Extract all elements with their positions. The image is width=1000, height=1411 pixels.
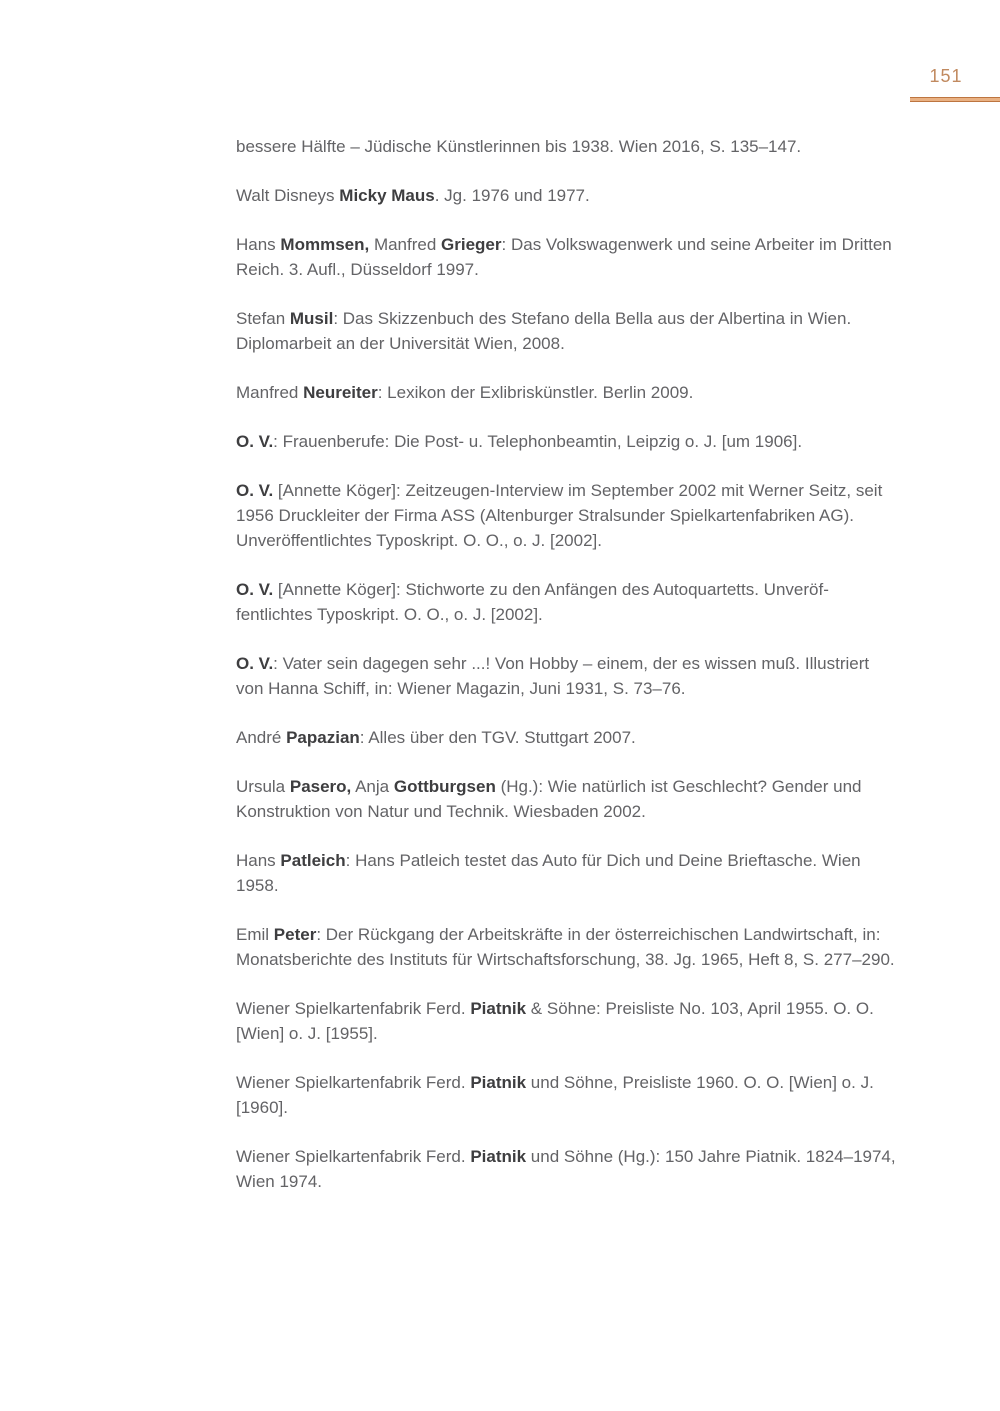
entry-bold-text: Peter [273, 925, 317, 944]
bibliography-entry [236, 1070, 897, 1120]
bibliography-entry [236, 134, 897, 159]
entry-text: : Das Volkswagenwerk und seine Arbeiter im Dritten Reich. 3. Aufl., Düsseldorf 1997. [236, 235, 892, 279]
entry-text: : Lexikon der Exlibriskünstler. Berlin 2009. [377, 383, 694, 402]
entry-text: Stefan [236, 309, 290, 328]
entry-bold-text: O. V. [236, 654, 274, 673]
entry-text: Wiener Spielkartenfabrik Ferd. [236, 1073, 471, 1092]
entry-bold-text: Pasero, [289, 777, 352, 796]
entry-text: [Annette Köger]: Zeitzeugen-Interview im September 2002 mit Werner Seitz, seit 1956 Druckleiter der Firma ASS (Altenburger Stralsunder Spielkartenfabriken AG). Unveröffentlichtes Typoskript. O. O., o. J. [2002]. [236, 481, 883, 550]
entry-bold-text: Neureiter [303, 383, 378, 402]
entry-text: : Hans Patleich testet das Auto für Dich und Deine Brieftasche. Wien 1958. [236, 851, 861, 895]
entry-bold-text: Patleich [280, 851, 346, 870]
bibliography-list [236, 134, 897, 1218]
bibliography-entry [236, 478, 897, 553]
bibliography-entry [236, 922, 897, 972]
entry-text: André [236, 728, 287, 747]
bibliography-entry [236, 183, 897, 208]
entry-text: bessere Hälfte – Jüdische Künstlerinnen bis 1938. Wien 2016, S. 135–147. [236, 137, 802, 156]
entry-bold-text: O. V. [236, 432, 274, 451]
entry-bold-text: Papazian [286, 728, 360, 747]
entry-bold-text: O. V. [236, 481, 274, 500]
entry-text: Anja [351, 777, 394, 796]
entry-text: Walt Disneys [236, 186, 340, 205]
entry-bold-text: O. V. [236, 580, 274, 599]
entry-text: (Hg.): Wie natürlich ist Geschlecht? Gender und Konstruktion von Natur und Technik. Wiesbaden 2002. [236, 777, 862, 821]
entry-text: und Söhne (Hg.): 150 Jahre Piatnik. 1824–1974, Wien 1974. [236, 1147, 896, 1191]
entry-text: : Vater sein dagegen sehr ...! Von Hobby – einem, der es wissen muß. Illustriert von Hanna Schiff, in: Wiener Magazin, Juni 1931, S. 73–76. [236, 654, 870, 698]
bibliography-entry [236, 306, 897, 356]
bibliography-entry [236, 1144, 897, 1194]
entry-text: Wiener Spielkartenfabrik Ferd. [236, 999, 471, 1018]
header-rule [910, 97, 1000, 102]
entry-text: : Das Skizzenbuch des Stefano della Bella aus der Albertina in Wien. Diplomarbeit an der Universität Wien, 2008. [236, 309, 852, 353]
entry-bold-text: Piatnik [470, 1147, 527, 1166]
entry-bold-text: Piatnik [470, 1073, 527, 1092]
entry-bold-text: Micky Maus [339, 186, 435, 205]
page-number: 151 [929, 66, 963, 86]
entry-text: & Söhne: Preisliste No. 103, April 1955. O. O. [Wien] o. J. [1955]. [236, 999, 874, 1043]
entry-bold-text: Piatnik [470, 999, 527, 1018]
bibliography-entry [236, 996, 897, 1046]
entry-text: Ursula [236, 777, 290, 796]
entry-text: Manfred [236, 383, 304, 402]
entry-text: Hans [236, 851, 281, 870]
bibliography-entry [236, 725, 897, 750]
entry-bold-text: Grieger [441, 235, 502, 254]
entry-text: Emil [236, 925, 274, 944]
bibliography-entry [236, 380, 897, 405]
entry-bold-text: Musil [289, 309, 334, 328]
bibliography-entry [236, 774, 897, 824]
entry-text: Wiener Spielkartenfabrik Ferd. [236, 1147, 471, 1166]
entry-text: [Annette Köger]: Stichworte zu den Anfängen des Autoquartetts. Unveröffentlichtes Typoskript. O. O., o. J. [2002]. [236, 580, 829, 624]
entry-text: Hans [236, 235, 281, 254]
entry-text: Manfred [369, 235, 442, 254]
entry-text: und Söhne, Preisliste 1960. O. O. [Wien] o. J. [1960]. [236, 1073, 874, 1117]
entry-bold-text: Mommsen, [280, 235, 370, 254]
bibliography-entry [236, 651, 897, 701]
entry-text: : Alles über den TGV. Stuttgart 2007. [359, 728, 636, 747]
entry-bold-text: Gottburgsen [393, 777, 496, 796]
bibliography-entry [236, 429, 897, 454]
bibliography-entry [236, 232, 897, 282]
bibliography-entry [236, 577, 897, 627]
entry-text: . Jg. 1976 und 1977. [434, 186, 590, 205]
entry-text: : Frauenberufe: Die Post- u. Telephonbeamtin, Leipzig o. J. [um 1906]. [273, 432, 803, 451]
entry-text: : Der Rückgang der Arbeitskräfte in der österreichischen Landwirtschaft, in: Monatsberichte des Instituts für Wirtschaftsforschung, 38. Jg. 1965, Heft 8, S. 277–290. [236, 925, 895, 969]
bibliography-entry [236, 848, 897, 898]
